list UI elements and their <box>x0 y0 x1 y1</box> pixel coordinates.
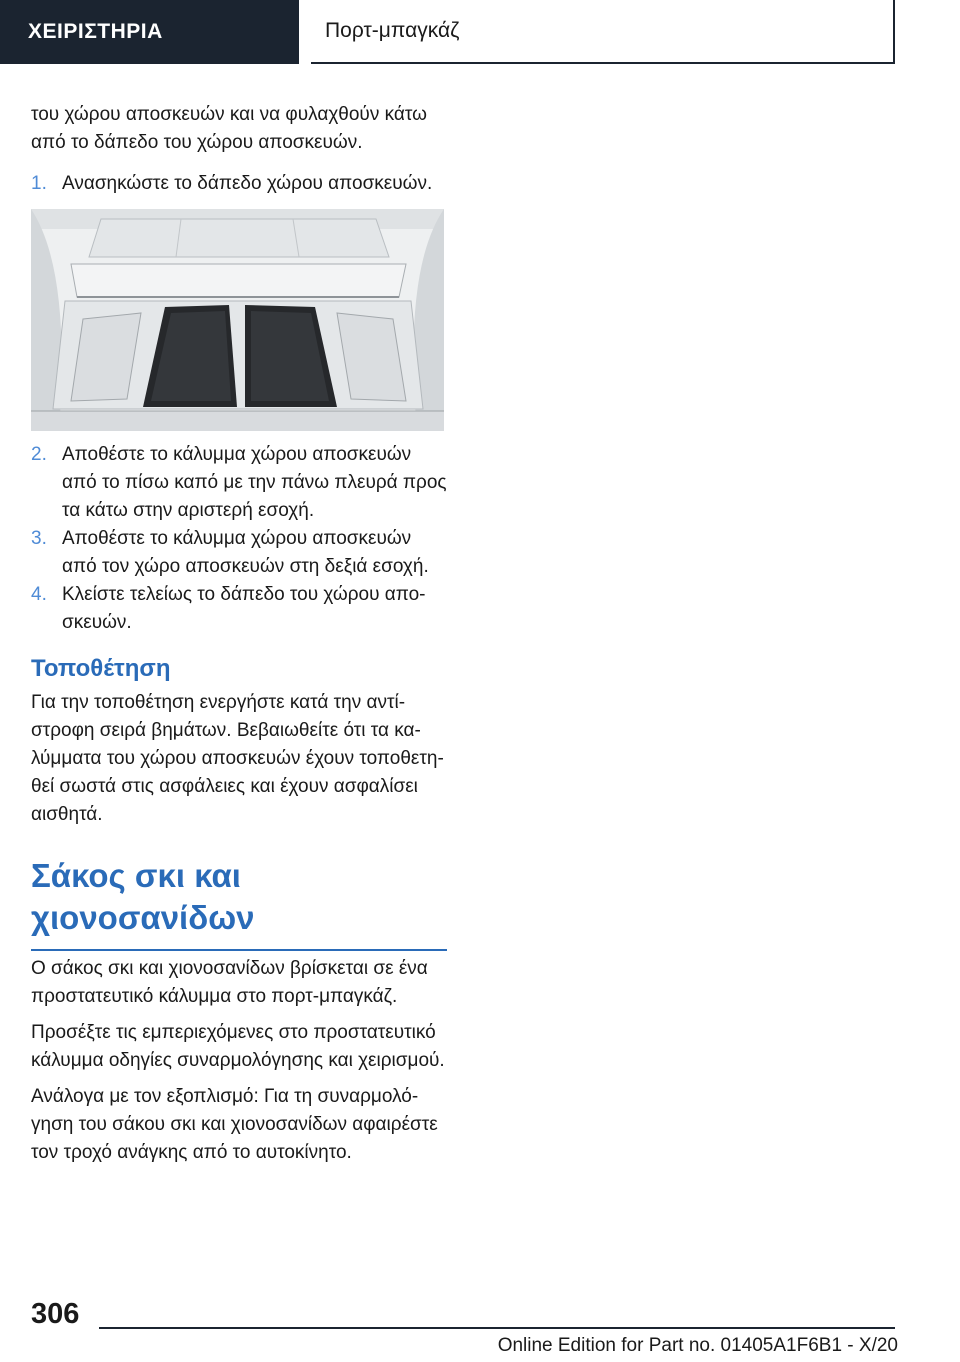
install-heading: Τοποθέτηση <box>31 655 171 682</box>
step-text: Αποθέστε το κάλυμμα χώρου αποσκευών από τον χώρο αποσκευών στη δεξιά εσοχή. <box>62 528 429 577</box>
ski-bag-block <box>31 955 447 1167</box>
ski-bag-p1: Ο σάκος σκι και χιονοσανίδων βρίσκεται σε ένα προστατευτικό κάλυμμα στο πορτ-μπαγκάζ. <box>31 958 428 1007</box>
step-number: 1. <box>31 173 47 194</box>
step-3 <box>31 525 447 581</box>
intro-block <box>31 101 447 157</box>
step-text: Κλείστε τελείως το δάπεδο του χώρου αποσκευών. <box>62 584 426 633</box>
step-4 <box>31 581 447 637</box>
header-section-label: ΧΕΙΡΙΣΤΗΡΙΑ <box>28 20 163 43</box>
ski-bag-heading-line1: Σάκος σκι και <box>31 857 241 894</box>
step-number: 2. <box>31 444 47 465</box>
step-number: 3. <box>31 528 47 549</box>
step-1 <box>31 170 447 198</box>
ski-bag-heading-line2: χιονοσανίδων <box>31 899 255 936</box>
step-text: Αποθέστε το κάλυμμα χώρου αποσκευών από το πίσω καπό με την πάνω πλευρά προς τα κάτω στην αριστερή εσοχή. <box>62 444 447 521</box>
step-text: Ανασηκώστε το δάπεδο χώρου αποσκευών. <box>62 173 433 194</box>
step-number: 4. <box>31 584 47 605</box>
step-2 <box>31 441 447 525</box>
ski-bag-p2: Προσέξτε τις εμπεριεχόμενες στο προστατευτικό κάλυμμα οδηγίες συναρμολόγησης και χειρισμού. <box>31 1022 445 1071</box>
header-section <box>0 0 299 64</box>
install-block <box>31 689 447 829</box>
ski-bag-heading <box>31 855 447 951</box>
ski-bag-p3: Ανάλογα με τον εξοπλισμό: Για τη συναρμολόγηση του σάκου σκι και χιονοσανίδων αφαιρέστε τον τροχό ανάγκης από το αυτοκίνητο. <box>31 1086 438 1163</box>
intro-text: του χώρου αποσκευών και να φυλαχθούν κάτω από το δάπεδο του χώρου αποσκευών. <box>31 104 427 153</box>
header-topic-label: Πορτ-μπαγκάζ <box>325 19 460 42</box>
footer-edition: Online Edition for Part no. 01405A1F6B1 - X/20 <box>497 1335 898 1356</box>
header-topic <box>311 0 895 64</box>
trunk-floor-photo <box>31 209 444 431</box>
install-text: Για την τοποθέτηση ενεργήστε κατά την αντίστροφη σειρά βημάτων. Βεβαιωθείτε ότι τα καλύμματα του χώρου αποσκευών έχουν τοποθετηθεί σωστά στις ασφάλειες και έχουν ασφαλίσει αισθητά. <box>31 692 444 825</box>
footer-divider <box>99 1327 895 1329</box>
page-number: 306 <box>31 1298 80 1330</box>
